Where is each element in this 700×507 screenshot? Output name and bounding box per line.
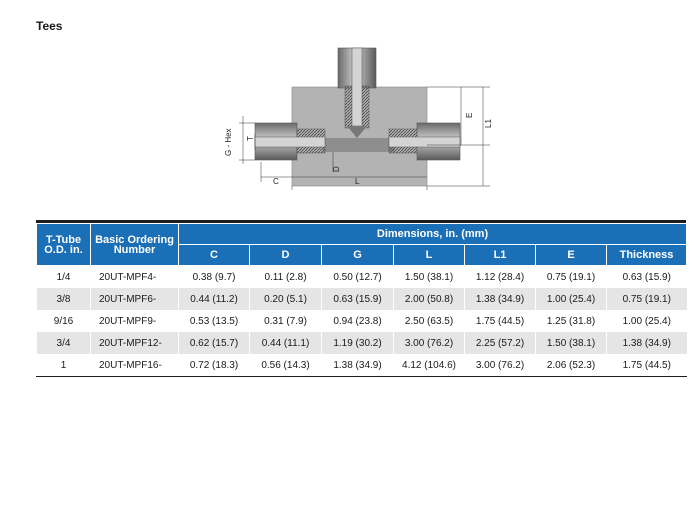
col-header-c: C — [179, 245, 250, 266]
dim-e-cell: 0.75 (19.1) — [536, 266, 607, 289]
table-row — [37, 310, 687, 332]
horizontal-bore — [323, 138, 395, 152]
dim-l1-cell: 1.38 (34.9) — [465, 288, 536, 310]
dim-l-cell: 1.50 (38.1) — [394, 266, 465, 289]
table-row — [37, 288, 687, 310]
dimensions-group-header: Dimensions, in. (mm) — [179, 224, 687, 245]
dim-e-cell: 2.06 (52.3) — [536, 354, 607, 377]
col-header-l: L — [394, 245, 465, 266]
dim-g-cell: 0.63 (15.9) — [322, 288, 394, 310]
dim-thickness-cell: 1.00 (25.4) — [607, 310, 687, 332]
t-label: T — [246, 136, 255, 141]
table-row — [37, 266, 687, 289]
tube-od-cell: 1 — [37, 354, 91, 377]
dim-e-cell: 1.25 (31.8) — [536, 310, 607, 332]
col-header-thickness: Thickness — [607, 245, 687, 266]
l1-label: L1 — [484, 119, 493, 128]
col-header-d: D — [250, 245, 322, 266]
tube-od-cell: 9/16 — [37, 310, 91, 332]
c-label: C — [273, 177, 279, 186]
dim-thickness-cell: 0.63 (15.9) — [607, 266, 687, 289]
dimensions-table — [36, 223, 687, 377]
ordering-number-cell: 20UT-MPF4- — [91, 266, 179, 289]
g-hex-label: G - Hex — [224, 128, 233, 156]
table-row — [37, 354, 687, 377]
ordering-number-cell: 20UT-MPF6- — [91, 288, 179, 310]
dim-e-cell: 1.00 (25.4) — [536, 288, 607, 310]
dim-d-cell: 0.56 (14.3) — [250, 354, 322, 377]
dim-l1-cell: 1.12 (28.4) — [465, 266, 536, 289]
dimensions-table-container — [36, 220, 686, 377]
dim-d-cell: 0.11 (2.8) — [250, 266, 322, 289]
dim-g-cell: 0.50 (12.7) — [322, 266, 394, 289]
dim-l1-cell: 1.75 (44.5) — [465, 310, 536, 332]
col-header-e: E — [536, 245, 607, 266]
dim-l-cell: 2.00 (50.8) — [394, 288, 465, 310]
ordering-number-cell: 20UT-MPF12- — [91, 332, 179, 354]
dim-e-cell: 1.50 (38.1) — [536, 332, 607, 354]
dim-d-cell: 0.31 (7.9) — [250, 310, 322, 332]
dim-c-cell: 0.72 (18.3) — [179, 354, 250, 377]
dim-c-cell: 0.38 (9.7) — [179, 266, 250, 289]
dim-g-cell: 1.38 (34.9) — [322, 354, 394, 377]
dim-c-cell: 0.53 (13.5) — [179, 310, 250, 332]
page-title: Tees — [36, 19, 63, 33]
ordering-number-header: Basic Ordering Number — [91, 224, 179, 266]
dim-l-cell: 3.00 (76.2) — [394, 332, 465, 354]
dim-thickness-cell: 0.75 (19.1) — [607, 288, 687, 310]
tee-fitting-drawing — [215, 46, 505, 196]
e-label: E — [465, 112, 474, 118]
dim-l-cell: 4.12 (104.6) — [394, 354, 465, 377]
d-label: D — [332, 166, 341, 172]
dim-thickness-cell: 1.75 (44.5) — [607, 354, 687, 377]
tube-od-cell: 3/4 — [37, 332, 91, 354]
col-header-l1: L1 — [465, 245, 536, 266]
tube-od-header: T-Tube O.D. in. — [37, 224, 91, 266]
dim-g-cell: 1.19 (30.2) — [322, 332, 394, 354]
dim-l1-cell: 3.00 (76.2) — [465, 354, 536, 377]
dim-thickness-cell: 1.38 (34.9) — [607, 332, 687, 354]
table-row — [37, 332, 687, 354]
dim-g-cell: 0.94 (23.8) — [322, 310, 394, 332]
dim-d-cell: 0.44 (11.1) — [250, 332, 322, 354]
top-tube — [352, 48, 362, 126]
dim-c-cell: 0.44 (11.2) — [179, 288, 250, 310]
col-header-g: G — [322, 245, 394, 266]
dim-d-cell: 0.20 (5.1) — [250, 288, 322, 310]
ordering-number-cell: 20UT-MPF16- — [91, 354, 179, 377]
dim-l-cell: 2.50 (63.5) — [394, 310, 465, 332]
ordering-number-cell: 20UT-MPF9- — [91, 310, 179, 332]
l-label: L — [355, 177, 360, 186]
left-tube — [255, 137, 325, 147]
tube-od-cell: 1/4 — [37, 266, 91, 289]
dim-l1-cell: 2.25 (57.2) — [465, 332, 536, 354]
right-tube — [389, 137, 460, 147]
dim-c-cell: 0.62 (15.7) — [179, 332, 250, 354]
tube-od-cell: 3/8 — [37, 288, 91, 310]
